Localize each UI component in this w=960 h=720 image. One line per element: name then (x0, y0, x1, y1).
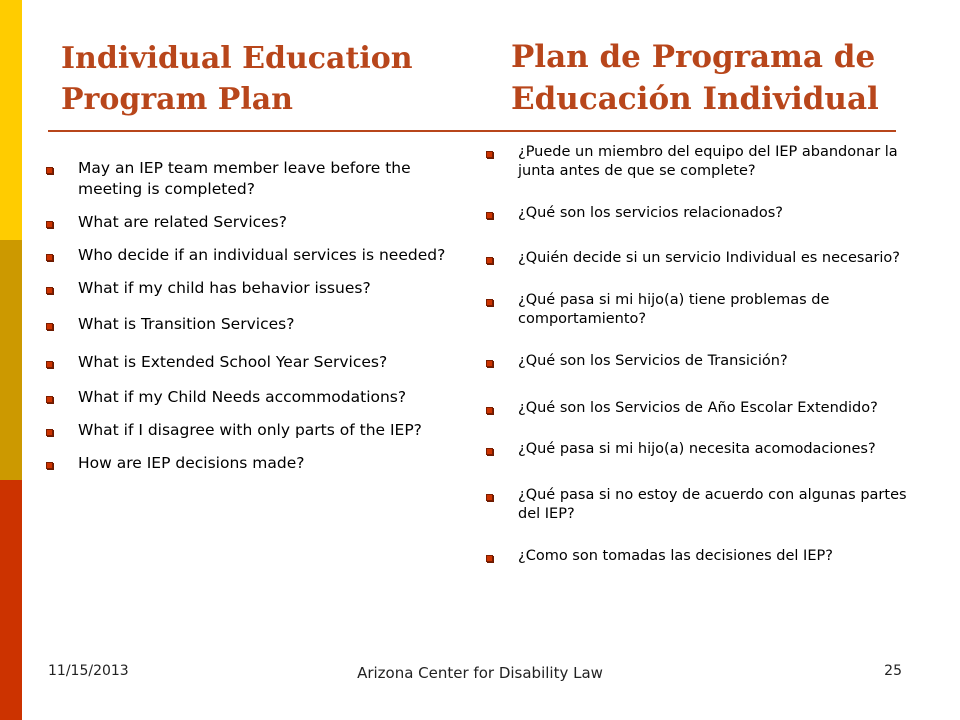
question-item-es (486, 204, 916, 223)
question-text-en: What if my child has behavior issues? (78, 279, 371, 297)
question-item-en (46, 387, 466, 408)
question-item-en (46, 278, 466, 299)
question-item-es (486, 249, 916, 268)
square-bullet-icon (46, 221, 53, 228)
question-text-en: What is Transition Services? (78, 315, 295, 333)
question-text-en: Who decide if an individual services is needed? (78, 246, 446, 264)
slide-page-number: 25 (884, 663, 902, 679)
question-item-es (486, 143, 916, 181)
questions-list-spanish (486, 143, 916, 566)
question-text-en: What are related Services? (78, 213, 287, 231)
footer-date: 11/15/2013 (48, 663, 129, 679)
question-item-en (46, 420, 466, 441)
square-bullet-icon (486, 407, 493, 414)
question-text-es: ¿Qué son los servicios relacionados? (518, 205, 783, 221)
square-bullet-icon (486, 212, 493, 219)
questions-list-english (46, 158, 466, 474)
decorative-sidebar (0, 0, 22, 720)
slide-title-spanish: Plan de Programa de Educación Individual (511, 39, 879, 117)
square-bullet-icon (46, 396, 53, 403)
slide-title-english: Individual Education Program Plan (61, 41, 413, 117)
square-bullet-icon (46, 167, 53, 174)
square-bullet-icon (46, 254, 53, 261)
question-text-es: ¿Qué pasa si mi hijo(a) tiene problemas de comportamiento? (518, 292, 830, 327)
sidebar-band-red (0, 480, 22, 720)
question-text-en: What is Extended School Year Services? (78, 353, 388, 371)
square-bullet-icon (46, 361, 53, 368)
question-item-en (46, 352, 466, 373)
question-item-en (46, 453, 466, 474)
question-text-en: How are IEP decisions made? (78, 454, 305, 472)
question-item-es (486, 440, 916, 459)
square-bullet-icon (486, 360, 493, 367)
square-bullet-icon (486, 257, 493, 264)
question-text-es: ¿Qué son los Servicios de Transición? (518, 353, 788, 369)
question-text-en: What if I disagree with only parts of the IEP? (78, 421, 422, 439)
question-item-es (486, 352, 916, 371)
question-item-en (46, 158, 466, 200)
question-text-es: ¿Qué pasa si no estoy de acuerdo con algunas partes del IEP? (518, 487, 907, 522)
question-item-en (46, 314, 466, 335)
square-bullet-icon (46, 462, 53, 469)
question-text-en: What if my Child Needs accommodations? (78, 388, 407, 406)
question-item-es (486, 547, 916, 566)
question-text-es: ¿Qué son los Servicios de Año Escolar Extendido? (518, 400, 878, 416)
square-bullet-icon (46, 429, 53, 436)
square-bullet-icon (486, 151, 493, 158)
square-bullet-icon (46, 323, 53, 330)
sidebar-band-yellow (0, 0, 22, 240)
question-item-en (46, 212, 466, 233)
question-item-es (486, 399, 916, 418)
question-text-en: May an IEP team member leave before the meeting is completed? (78, 159, 411, 198)
question-text-es: ¿Puede un miembro del equipo del IEP abandonar la junta antes de que se complete? (518, 144, 898, 179)
square-bullet-icon (46, 287, 53, 294)
footer-organization: Arizona Center for Disability Law (357, 664, 603, 682)
question-text-es: ¿Quién decide si un servicio Individual es necesario? (518, 250, 900, 266)
question-item-es (486, 291, 916, 329)
square-bullet-icon (486, 299, 493, 306)
question-text-es: ¿Como son tomadas las decisiones del IEP? (518, 548, 833, 564)
sidebar-band-gold (0, 240, 22, 480)
title-divider (48, 130, 896, 132)
square-bullet-icon (486, 494, 493, 501)
question-text-es: ¿Qué pasa si mi hijo(a) necesita acomodaciones? (518, 441, 876, 457)
square-bullet-icon (486, 448, 493, 455)
question-item-es (486, 486, 916, 524)
question-item-en (46, 245, 466, 266)
square-bullet-icon (486, 555, 493, 562)
